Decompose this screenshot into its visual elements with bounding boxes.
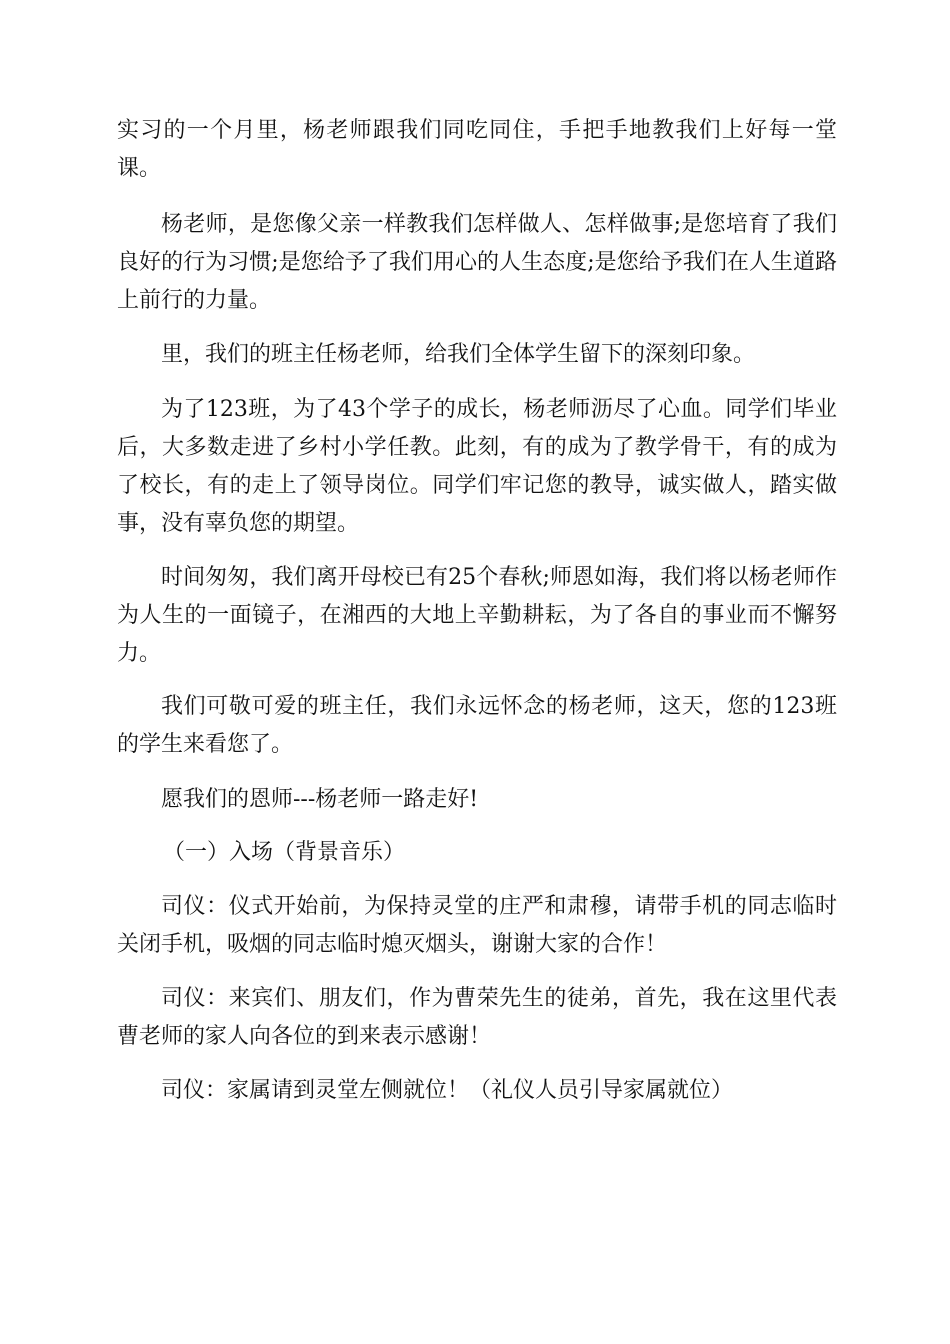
paragraph-2: 杨老师，是您像父亲一样教我们怎样做人、怎样做事;是您培育了我们良好的行为习惯;是您给予了我们用心的人生态度;是您给予我们在人生道路上前行的力量。: [117, 212, 837, 313]
paragraph-3: 里，我们的班主任杨老师，给我们全体学生留下的深刻印象。: [161, 342, 756, 367]
paragraph-1: 实习的一个月里，杨老师跟我们同吃同住，手把手地教我们上好每一堂课。: [117, 118, 837, 181]
paragraph-10: 司仪：来宾们、朋友们，作为曹荣先生的徒弟，首先，我在这里代表曹老师的家人向各位的到来表示感谢！: [117, 986, 837, 1049]
paragraph-11: 司仪：家属请到灵堂左侧就位！（礼仪人员引导家属就位）: [161, 1078, 734, 1103]
paragraph-4: 为了123班，为了43个学子的成长，杨老师沥尽了心血。同学们毕业后，大多数走进了乡村小学任教。此刻，有的成为了教学骨干，有的成为了校长，有的走上了领导岗位。同学们牢记您的教导，诚实做人，踏实做事，没有辜负您的期望。: [117, 397, 837, 536]
paragraph-8: （一）入场（背景音乐）: [163, 840, 406, 865]
paragraph-5: 时间匆匆，我们离开母校已有25个春秋;师恩如海，我们将以杨老师作为人生的一面镜子，在湘西的大地上辛勤耕耘，为了各自的事业而不懈努力。: [117, 565, 837, 666]
paragraph-7: 愿我们的恩师---杨老师一路走好!: [161, 787, 479, 812]
paragraph-9: 司仪：仪式开始前，为保持灵堂的庄严和肃穆，请带手机的同志临时关闭手机，吸烟的同志临时熄灭烟头，谢谢大家的合作！: [117, 894, 837, 957]
paragraph-6: 我们可敬可爱的班主任，我们永远怀念的杨老师，这天，您的123班的学生来看您了。: [117, 694, 837, 757]
